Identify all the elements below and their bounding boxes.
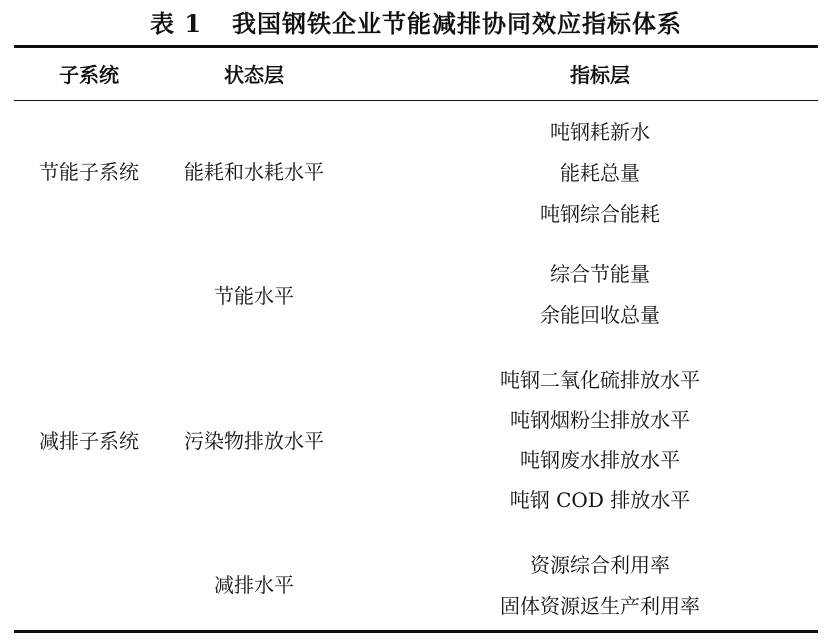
state-cell: 减排水平 bbox=[214, 573, 294, 597]
table-caption bbox=[0, 4, 832, 39]
indicator-cell: 吨钢耗新水 bbox=[550, 120, 650, 144]
indicator-cell: 吨钢烟粉尘排放水平 bbox=[510, 408, 690, 432]
state-cell: 能耗和水耗水平 bbox=[184, 160, 324, 184]
indicator-cell: 能耗总量 bbox=[560, 161, 640, 185]
state-cell: 污染物排放水平 bbox=[184, 429, 324, 453]
bottom-rule bbox=[14, 630, 818, 633]
header-indicator: 指标层 bbox=[570, 63, 630, 87]
indicator-cell: 吨钢综合能耗 bbox=[540, 202, 660, 226]
indicator-cell: 综合节能量 bbox=[550, 262, 650, 286]
header-rule bbox=[14, 100, 818, 101]
indicator-cell: 余能回收总量 bbox=[540, 303, 660, 327]
indicator-cell: 吨钢 COD 排放水平 bbox=[509, 488, 691, 512]
subsystem-cell: 节能子系统 bbox=[39, 160, 139, 184]
indicator-cell: 吨钢二氧化硫排放水平 bbox=[500, 368, 700, 392]
table-label: 表 1 bbox=[149, 9, 203, 38]
indicator-cell: 吨钢废水排放水平 bbox=[520, 448, 680, 472]
state-cell: 节能水平 bbox=[214, 284, 294, 308]
table-title: 我国钢铁企业节能减排协同效应指标体系 bbox=[232, 9, 683, 38]
header-subsystem: 子系统 bbox=[59, 63, 119, 87]
indicator-cell: 固体资源返生产利用率 bbox=[500, 594, 700, 618]
subsystem-cell: 减排子系统 bbox=[39, 429, 139, 453]
indicator-cell: 资源综合利用率 bbox=[530, 553, 670, 577]
top-rule bbox=[14, 45, 818, 48]
header-state: 状态层 bbox=[224, 63, 284, 87]
